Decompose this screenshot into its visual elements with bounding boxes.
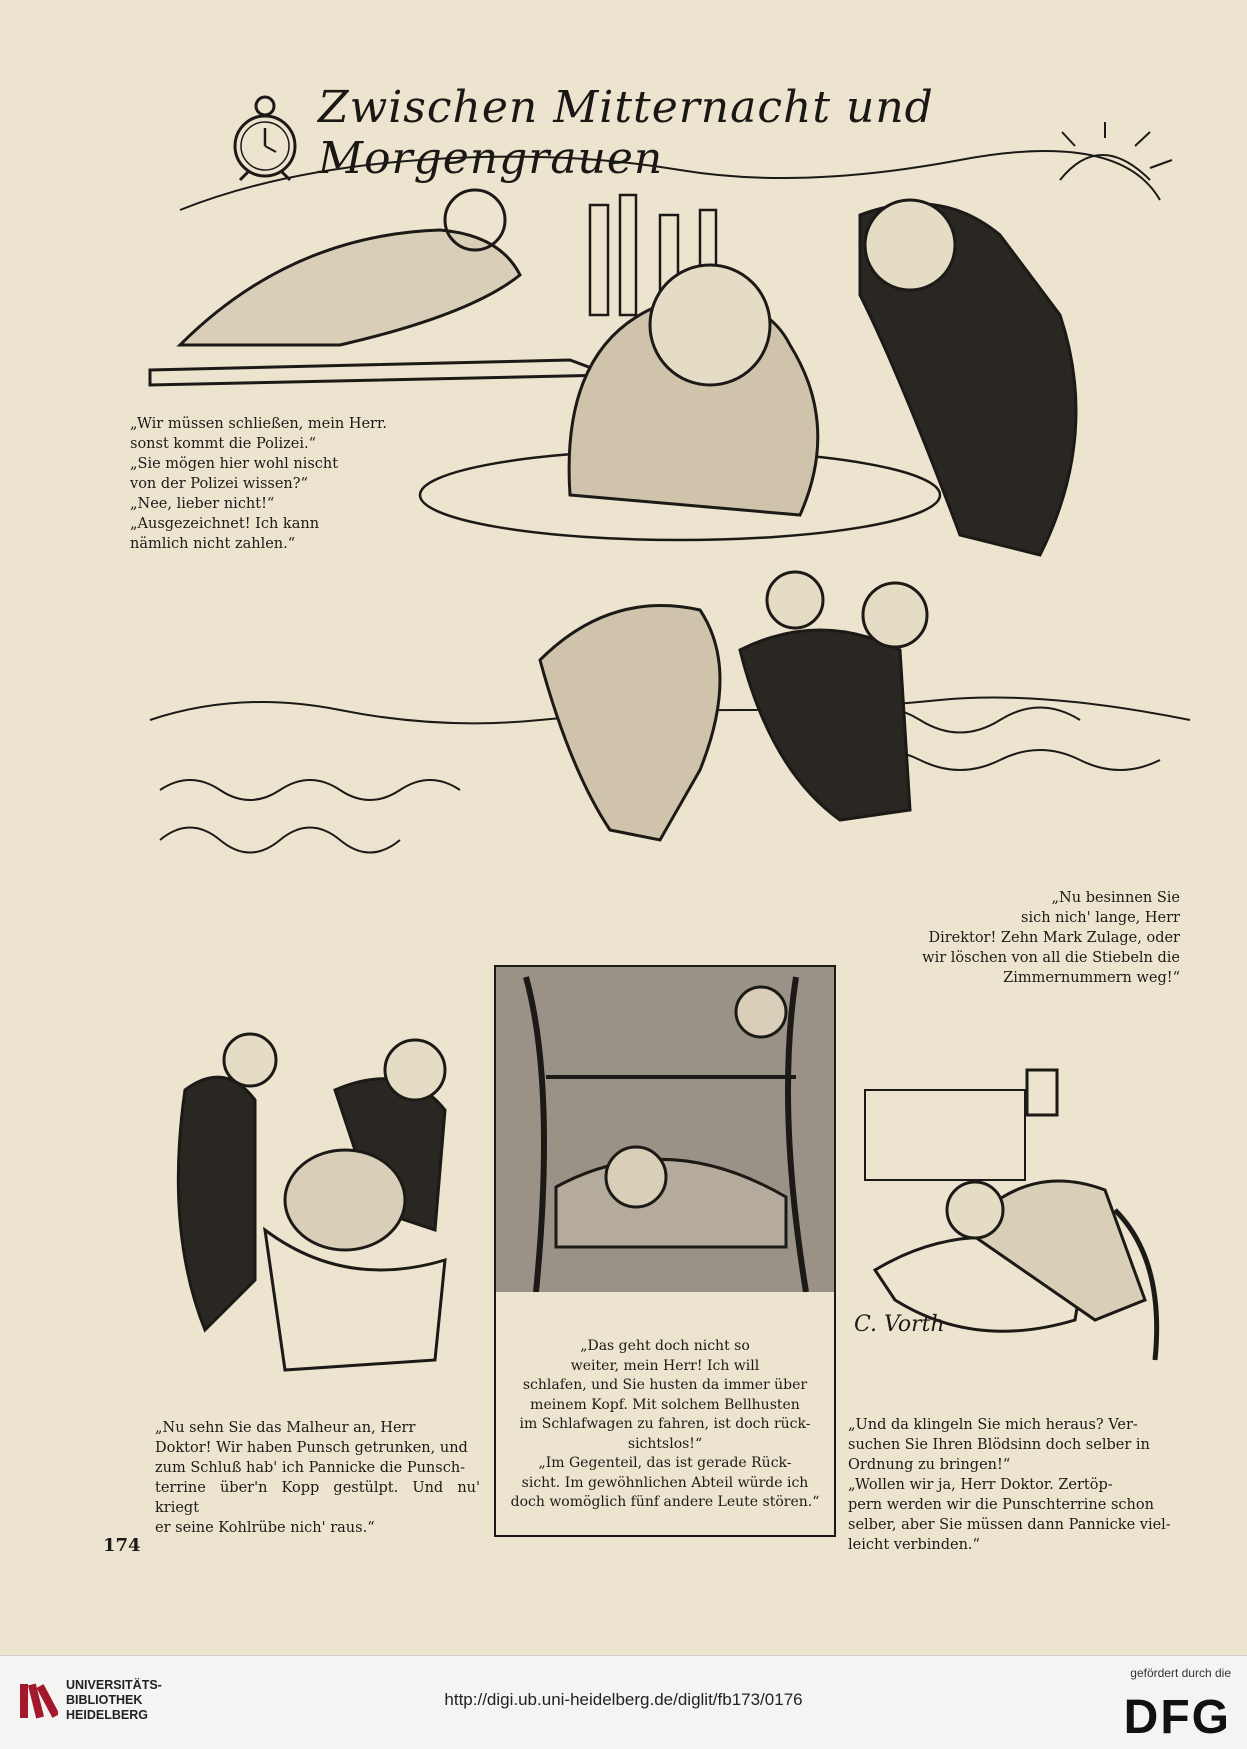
sleeping-car-illustration [496, 967, 834, 1292]
bar-caption: „Wir müssen schließen, mein Herr. sonst kommt die Polizei.“ „Sie mögen hier wohl nischt von der Polizei wissen?“ „Nee, lieber nicht!“ „Ausgezeichnet! Ich kann nämlich nicht zahlen.“ [130, 416, 387, 552]
dfg-logo: DFG [1123, 1691, 1231, 1744]
page-number: 174 [103, 1535, 141, 1556]
doctor-illustration [855, 1060, 1185, 1390]
sleeper-panel [494, 965, 836, 1537]
permalink-url[interactable]: http://digi.ub.uni-heidelberg.de/diglit/fb173/0176 [444, 1690, 803, 1709]
punch-caption: „Nu sehn Sie das Malheur an, Herr Doktor! Wir haben Punsch getrunken, und zum Schluß hab' ich Pannicke die Punsch- terrine über'n Kopp gestülpt. Und nu' kriegt er seine Kohlrübe nich' raus.“ [155, 1420, 480, 1536]
punch-bowl-illustration [145, 1030, 485, 1400]
shoes-caption: „Nu besinnen Sie sich nich' lange, Herr Direktor! Zehn Mark Zulage, oder wir löschen von all die Stiebeln die Zimmernummern weg!“ [922, 890, 1180, 986]
page-title: Zwischen Mitternacht und Morgengrauen [318, 82, 934, 184]
artist-signature: C. Vorth [854, 1312, 945, 1337]
funded-by-label: gefördert durch die [1130, 1666, 1231, 1680]
doctor-caption: „Und da klingeln Sie mich heraus? Ver- suchen Sie Ihren Blödsinn doch selber in Ordnung zu bringen!“ „Wollen wir ja, Herr Doktor. Zertöp- pern werden wir die Punschterrine schon selber, aber Sie müssen dann Pannicke viel- leicht verbinden.“ [848, 1417, 1171, 1553]
library-name: UNIVERSITÄTS- BIBLIOTHEK HEIDELBERG [66, 1678, 162, 1722]
sleeper-caption: „Das geht doch nicht so weiter, mein Herr! Ich will schlafen, und Sie husten da immer über meinem Kopf. Mit solchem Bellhusten im Schlafwagen zu fahren, ist doch rück- sichtslos!“ „Im Gegenteil, das ist gerade Rück- sicht. Im gewöhnlichen Abteil würde ich doch womöglich fünf andere Leute stören.“ [510, 1338, 820, 1510]
viewer-footer [0, 1655, 1247, 1749]
shoe-corridor-illustration [140, 570, 1200, 940]
